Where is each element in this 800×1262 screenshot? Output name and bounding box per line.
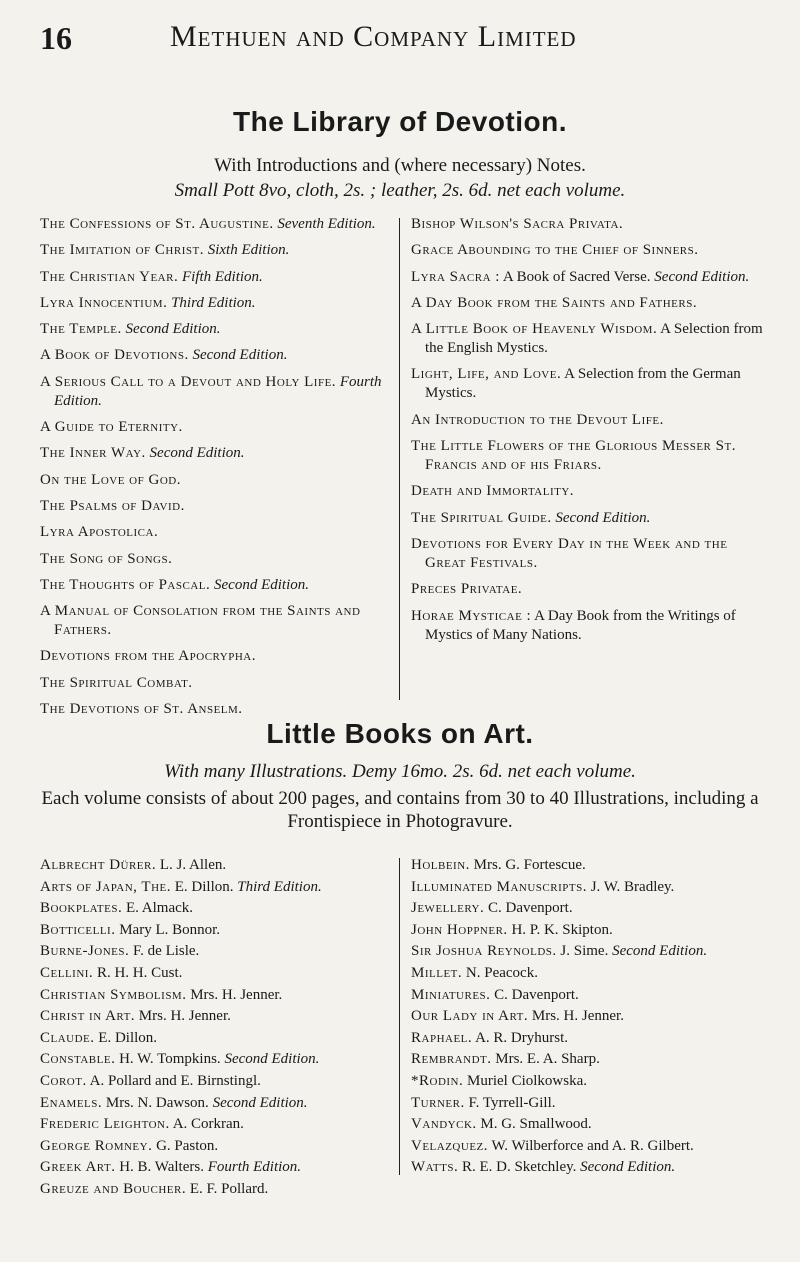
book-author: H. P. K. Skipton. xyxy=(511,921,613,938)
book-entry xyxy=(411,509,763,528)
book-entry xyxy=(411,1094,763,1112)
book-entry xyxy=(40,471,388,490)
book-title: A Book of Devotions. xyxy=(40,347,189,364)
book-title: A Little Book of Heavenly Wisdom. xyxy=(411,321,658,338)
book-author: Mrs. H. Jenner. xyxy=(190,986,283,1003)
book-author: E. F. Pollard. xyxy=(189,1180,269,1197)
page-number: 16 xyxy=(40,20,72,56)
book-author: F. de Lisle. xyxy=(133,943,200,960)
book-author: R. E. D. Sketchley. xyxy=(461,1159,577,1176)
book-subtitle: A Day Book from the Writings of Mystics of Many Nations. xyxy=(425,607,736,643)
book-author: E. Almack. xyxy=(125,900,194,917)
book-entry xyxy=(411,1007,763,1025)
book-author: N. Peacock. xyxy=(465,964,538,981)
edition-note: Fifth Edition. xyxy=(181,268,263,285)
book-subtitle: A Selection from the German Mystics. xyxy=(425,366,741,402)
book-entry xyxy=(411,856,763,874)
book-author: J. Sime. xyxy=(560,943,609,960)
book-entry xyxy=(411,241,763,260)
book-entry xyxy=(40,294,388,313)
book-subject: Rembrandt. xyxy=(411,1051,492,1068)
book-author: A. Corkran. xyxy=(172,1116,244,1133)
art-left-column xyxy=(40,856,388,1202)
running-head: Methuen and Company Limited xyxy=(170,20,577,53)
book-subject: Raphael. xyxy=(411,1029,473,1046)
book-entry xyxy=(40,373,388,411)
book-entry xyxy=(411,535,763,573)
art-section-title: Little Books on Art. xyxy=(266,718,534,749)
book-subject: Jewellery. xyxy=(411,900,485,917)
edition-note: Second Edition. xyxy=(214,576,309,593)
book-author: F. Tyrrell-Gill. xyxy=(468,1094,556,1111)
book-subject: George Romney. xyxy=(40,1137,153,1154)
book-subject: Miniatures. xyxy=(411,986,491,1003)
book-author: E. Dillon. xyxy=(174,878,234,895)
book-entry xyxy=(40,1072,388,1090)
book-author: Mrs. H. Jenner. xyxy=(531,1008,624,1025)
book-author: G. Paston. xyxy=(156,1137,219,1154)
book-subject: Constable. xyxy=(40,1051,116,1068)
book-author: H. W. Tompkins. xyxy=(119,1051,221,1068)
book-subject: Arts of Japan, The. xyxy=(40,878,171,895)
edition-note: Second Edition. xyxy=(125,321,221,338)
book-title: Lyra Innocentium. xyxy=(40,294,168,311)
book-entry xyxy=(411,1115,763,1133)
book-entry xyxy=(40,1180,388,1198)
book-subject: John Hoppner. xyxy=(411,921,508,938)
book-entry xyxy=(411,1072,763,1090)
book-entry xyxy=(411,942,763,960)
book-entry xyxy=(411,215,763,234)
column-divider xyxy=(399,218,400,700)
book-entry xyxy=(411,580,763,599)
book-title: The Confessions of St. Augustine. xyxy=(40,216,274,232)
book-title: Devotions from the Apocrypha. xyxy=(40,648,256,665)
book-entry xyxy=(40,418,388,437)
book-author: W. Wilberforce and A. R. Gilbert. xyxy=(491,1137,694,1154)
book-entry xyxy=(40,986,388,1004)
book-author: A. Pollard and E. Birnstingl. xyxy=(89,1072,261,1089)
edition-note: Third Edition. xyxy=(237,878,322,895)
book-entry xyxy=(411,268,763,287)
book-title: The Song of Songs. xyxy=(40,550,173,567)
book-subject: Claude. xyxy=(40,1029,95,1046)
book-subject: Albrecht Dürer. xyxy=(40,857,157,873)
book-entry xyxy=(40,964,388,982)
library-price-note: Small Pott 8vo, cloth, 2s. ; leather, 2s. 6d. net each volume. xyxy=(174,180,626,201)
book-title: The Inner Way. xyxy=(40,445,146,462)
edition-note: Second Edition. xyxy=(654,268,750,285)
book-entry xyxy=(411,294,763,313)
book-subject: Holbein. xyxy=(411,857,470,873)
book-entry xyxy=(40,1050,388,1068)
art-subtitle: With many Illustrations. Demy 16mo. 2s. 6d. net each volume. xyxy=(164,761,636,782)
book-author: A. R. Dryhurst. xyxy=(475,1029,569,1046)
book-title: Lyra Sacra : xyxy=(411,268,500,285)
book-entry xyxy=(411,1029,763,1047)
book-title: A Day Book from the Saints and Fathers. xyxy=(411,294,698,311)
book-entry xyxy=(40,1007,388,1025)
book-entry xyxy=(40,1158,388,1176)
edition-note: Sixth Edition. xyxy=(207,242,290,259)
book-subject: Watts. xyxy=(411,1159,459,1176)
book-entry xyxy=(40,647,388,666)
book-author: C. Davenport. xyxy=(488,900,573,917)
book-entry xyxy=(40,921,388,939)
book-subject: Vandyck. xyxy=(411,1116,477,1133)
book-entry xyxy=(40,856,388,874)
book-subject: *Rodin. xyxy=(411,1072,464,1089)
edition-note: Fourth Edition. xyxy=(207,1159,302,1176)
library-section-title: The Library of Devotion. xyxy=(232,106,568,137)
book-subject: Cellini. xyxy=(40,964,94,981)
column-divider xyxy=(399,858,400,1175)
book-subject: Greuze and Boucher. xyxy=(40,1180,187,1197)
book-entry xyxy=(411,482,763,501)
book-author: M. G. Smallwood. xyxy=(480,1116,592,1133)
book-entry xyxy=(40,241,388,260)
book-title: Death and Immortality. xyxy=(411,483,575,500)
library-left-column xyxy=(40,215,388,726)
book-title: A Serious Call to a Devout and Holy Life. xyxy=(40,373,337,390)
book-title: The Christian Year. xyxy=(40,268,179,285)
book-title: On the Love of God. xyxy=(40,471,181,488)
book-title: Preces Privatae. xyxy=(411,581,523,598)
book-entry xyxy=(40,320,388,339)
book-subject: Turner. xyxy=(411,1094,465,1111)
book-title: The Devotions of St. Anselm. xyxy=(40,701,243,718)
book-subject: Sir Joshua Reynolds. xyxy=(411,943,557,960)
book-title: Grace Abounding to the Chief of Sinners. xyxy=(411,242,699,259)
book-entry xyxy=(40,1137,388,1155)
book-entry xyxy=(40,602,388,640)
book-title: The Spiritual Guide. xyxy=(411,509,552,526)
edition-note: Second Edition. xyxy=(224,1051,320,1068)
book-author: R. H. H. Cust. xyxy=(96,964,183,981)
book-entry xyxy=(411,899,763,917)
book-entry xyxy=(411,964,763,982)
book-entry xyxy=(40,878,388,896)
book-subject: Bookplates. xyxy=(40,900,123,917)
book-author: L. J. Allen. xyxy=(159,857,227,873)
book-subject: Millet. xyxy=(411,964,463,981)
book-subject: Corot. xyxy=(40,1072,87,1089)
book-subject: Illuminated Manuscripts. xyxy=(411,878,587,895)
book-entry xyxy=(40,674,388,693)
book-author: Mrs. N. Dawson. xyxy=(105,1094,209,1111)
book-entry xyxy=(411,1158,763,1176)
book-entry xyxy=(411,1050,763,1068)
book-author: Mrs. E. A. Sharp. xyxy=(495,1051,600,1068)
book-subject: Christian Symbolism. xyxy=(40,986,187,1003)
book-subject: Botticelli. xyxy=(40,921,116,938)
book-entry xyxy=(411,607,763,645)
book-subject: Christ in Art. xyxy=(40,1008,136,1025)
book-entry xyxy=(411,320,763,358)
edition-note: Fourth Edition. xyxy=(54,373,382,409)
library-right-column xyxy=(411,215,763,652)
book-subject: Enamels. xyxy=(40,1094,103,1111)
library-subtitle: With Introductions and (where necessary) Notes. xyxy=(214,155,586,176)
book-title: The Imitation of Christ. xyxy=(40,242,204,259)
book-subject: Burne-Jones. xyxy=(40,943,130,960)
book-entry xyxy=(40,268,388,287)
book-subject: Frederic Leighton. xyxy=(40,1116,170,1133)
book-author: E. Dillon. xyxy=(98,1029,158,1046)
book-entry xyxy=(40,700,388,719)
edition-note: Second Edition. xyxy=(555,509,651,526)
art-right-column xyxy=(411,856,763,1180)
book-entry xyxy=(411,365,763,403)
book-entry xyxy=(411,986,763,1004)
book-title: Bishop Wilson's Sacra Privata. xyxy=(411,216,624,232)
book-title: An Introduction to the Devout Life. xyxy=(411,411,664,428)
book-author: Muriel Ciolkowska. xyxy=(467,1072,587,1089)
book-subtitle: A Book of Sacred Verse. xyxy=(502,268,651,285)
book-author: H. B. Walters. xyxy=(119,1159,204,1176)
book-author: J. W. Bradley. xyxy=(590,878,675,895)
book-entry xyxy=(40,1094,388,1112)
book-title: Light, Life, and Love. xyxy=(411,366,562,383)
edition-note: Second Edition. xyxy=(149,445,245,462)
book-subject: Greek Art. xyxy=(40,1159,116,1176)
book-title: Horae Mysticae : xyxy=(411,607,532,624)
book-title: Devotions for Every Day in the Week and the Great Festivals. xyxy=(411,535,728,571)
book-author: Mary L. Bonnor. xyxy=(119,921,221,938)
book-subject: Velazquez. xyxy=(411,1137,489,1154)
book-entry xyxy=(40,899,388,917)
page-header xyxy=(40,20,760,60)
book-entry xyxy=(40,1115,388,1133)
book-entry xyxy=(40,346,388,365)
book-entry xyxy=(40,523,388,542)
edition-note: Second Edition. xyxy=(612,943,708,960)
book-title: A Manual of Consolation from the Saints and Fathers. xyxy=(40,603,361,639)
book-entry xyxy=(411,411,763,430)
edition-note: Seventh Edition. xyxy=(277,216,376,232)
book-subtitle: A Selection from the English Mystics. xyxy=(425,321,763,357)
book-title: The Spiritual Combat. xyxy=(40,674,193,691)
book-entry xyxy=(40,497,388,516)
book-title: The Temple. xyxy=(40,321,122,338)
book-entry xyxy=(411,437,763,475)
book-author: Mrs. H. Jenner. xyxy=(138,1008,231,1025)
book-entry xyxy=(40,576,388,595)
edition-note: Second Edition. xyxy=(192,347,288,364)
book-author: C. Davenport. xyxy=(494,986,579,1003)
art-description: Each volume consists of about 200 pages, and contains from 30 to 40 Illustrations, including a Frontispiece in Photogravure. xyxy=(41,788,759,832)
edition-note: Second Edition. xyxy=(212,1094,308,1111)
book-title: The Psalms of David. xyxy=(40,497,185,514)
book-title: Lyra Apostolica. xyxy=(40,524,159,541)
edition-note: Third Edition. xyxy=(171,294,256,311)
book-entry xyxy=(411,1137,763,1155)
book-entry xyxy=(40,215,388,234)
book-subject: Our Lady in Art. xyxy=(411,1008,529,1025)
book-entry xyxy=(40,550,388,569)
book-title: The Thoughts of Pascal. xyxy=(40,576,211,593)
book-entry xyxy=(40,444,388,463)
book-entry xyxy=(40,1029,388,1047)
book-title: A Guide to Eternity. xyxy=(40,419,183,436)
book-entry xyxy=(40,942,388,960)
book-author: Mrs. G. Fortescue. xyxy=(473,857,586,873)
edition-note: Second Edition. xyxy=(580,1159,676,1176)
book-entry xyxy=(411,921,763,939)
book-entry xyxy=(411,878,763,896)
book-title: The Little Flowers of the Glorious Messer St. Francis and of his Friars. xyxy=(411,438,736,474)
